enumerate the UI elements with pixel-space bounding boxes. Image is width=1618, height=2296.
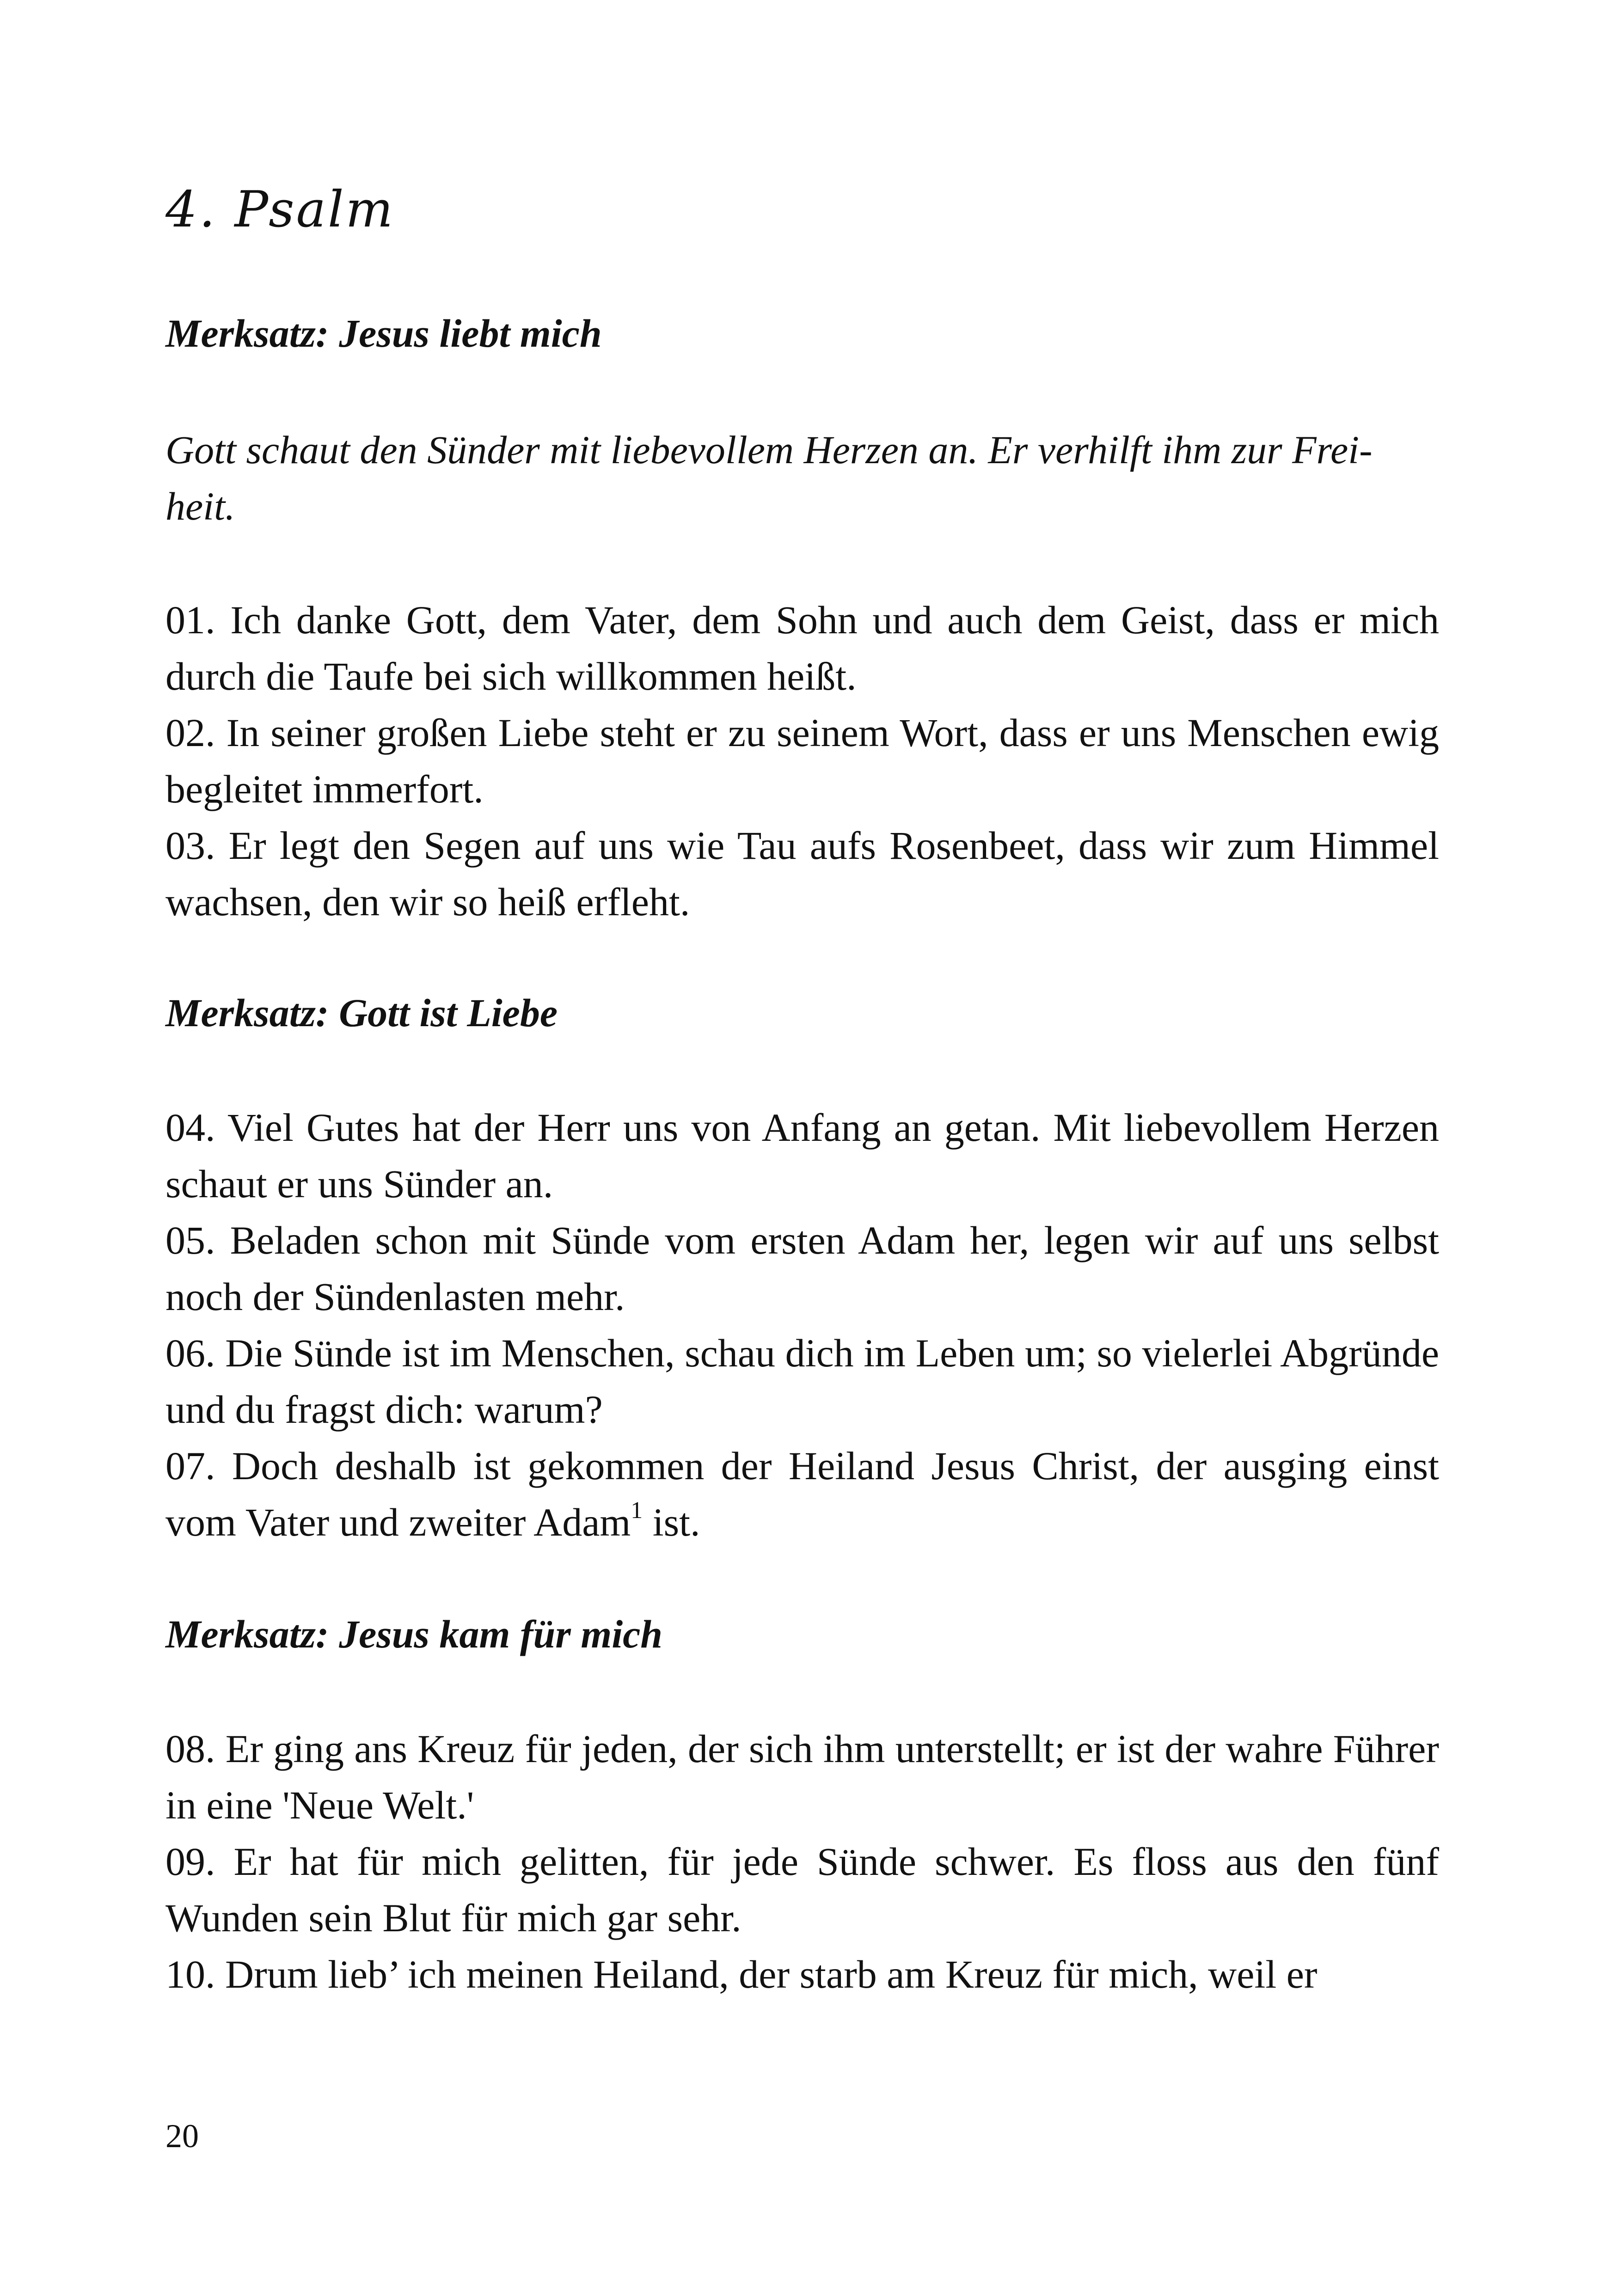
merksatz-heading-1: Merksatz: Jesus liebt mich xyxy=(165,311,602,355)
merksatz-heading-2: Merksatz: Gott ist Liebe xyxy=(165,991,558,1035)
verse-group-2 xyxy=(165,1099,1439,1550)
verse-04: 04. Viel Gutes hat der Herr uns von Anfang an getan. Mit liebevollem Herzen schaut er uns Sünder an. xyxy=(165,1105,1439,1206)
verse-01: 01. Ich danke Gott, dem Vater, dem Sohn und auch dem Geist, dass er mich durch die Taufe bei sich willkommen heißt. xyxy=(165,598,1439,698)
page-number: 20 xyxy=(165,2118,199,2155)
verse-07-end: ist. xyxy=(643,1500,700,1544)
verse-10: 10. Drum lieb’ ich meinen Heiland, der starb am Kreuz für mich, weil er xyxy=(165,1952,1318,1996)
verse-07-text: 07. Doch deshalb ist gekommen der Heiland Jesus Christ, der ausging einst vom Vater und zweiter Adam xyxy=(165,1444,1439,1544)
section-intro: Gott schaut den Sünder mit liebevollem Herzen an. Er verhilft ihm zur Frei- heit. xyxy=(165,428,1373,528)
verse-05: 05. Beladen schon mit Sünde vom ersten Adam her, legen wir auf uns selbst noch der Sündenlasten mehr. xyxy=(165,1218,1439,1319)
merksatz-heading-3: Merksatz: Jesus kam für mich xyxy=(165,1612,663,1656)
verse-07 xyxy=(165,1438,1439,1550)
verse-09: 09. Er hat für mich gelitten, für jede Sünde schwer. Es floss aus den fünf Wunden sein Blut für mich gar sehr. xyxy=(165,1839,1439,1940)
verse-08: 08. Er ging ans Kreuz für jeden, der sich ihm unterstellt; er ist der wahre Führer in eine 'Neue Welt.' xyxy=(165,1727,1439,1827)
footnote-reference: 1 xyxy=(631,1497,643,1524)
verse-03: 03. Er legt den Segen auf uns wie Tau aufs Rosenbeet, dass wir zum Himmel wachsen, den wir so heiß erfleht. xyxy=(165,823,1439,924)
verse-group-3 xyxy=(165,1720,1439,2002)
verse-02: 02. In seiner großen Liebe steht er zu seinem Wort, dass er uns Menschen ewig begleitet immerfort. xyxy=(165,710,1439,811)
verse-06: 06. Die Sünde ist im Menschen, schau dich im Leben um; so vielerlei Abgründe und du fragst dich: warum? xyxy=(165,1331,1439,1432)
psalm-title: 4. Psalm xyxy=(165,181,395,239)
verse-group-1 xyxy=(165,592,1439,930)
